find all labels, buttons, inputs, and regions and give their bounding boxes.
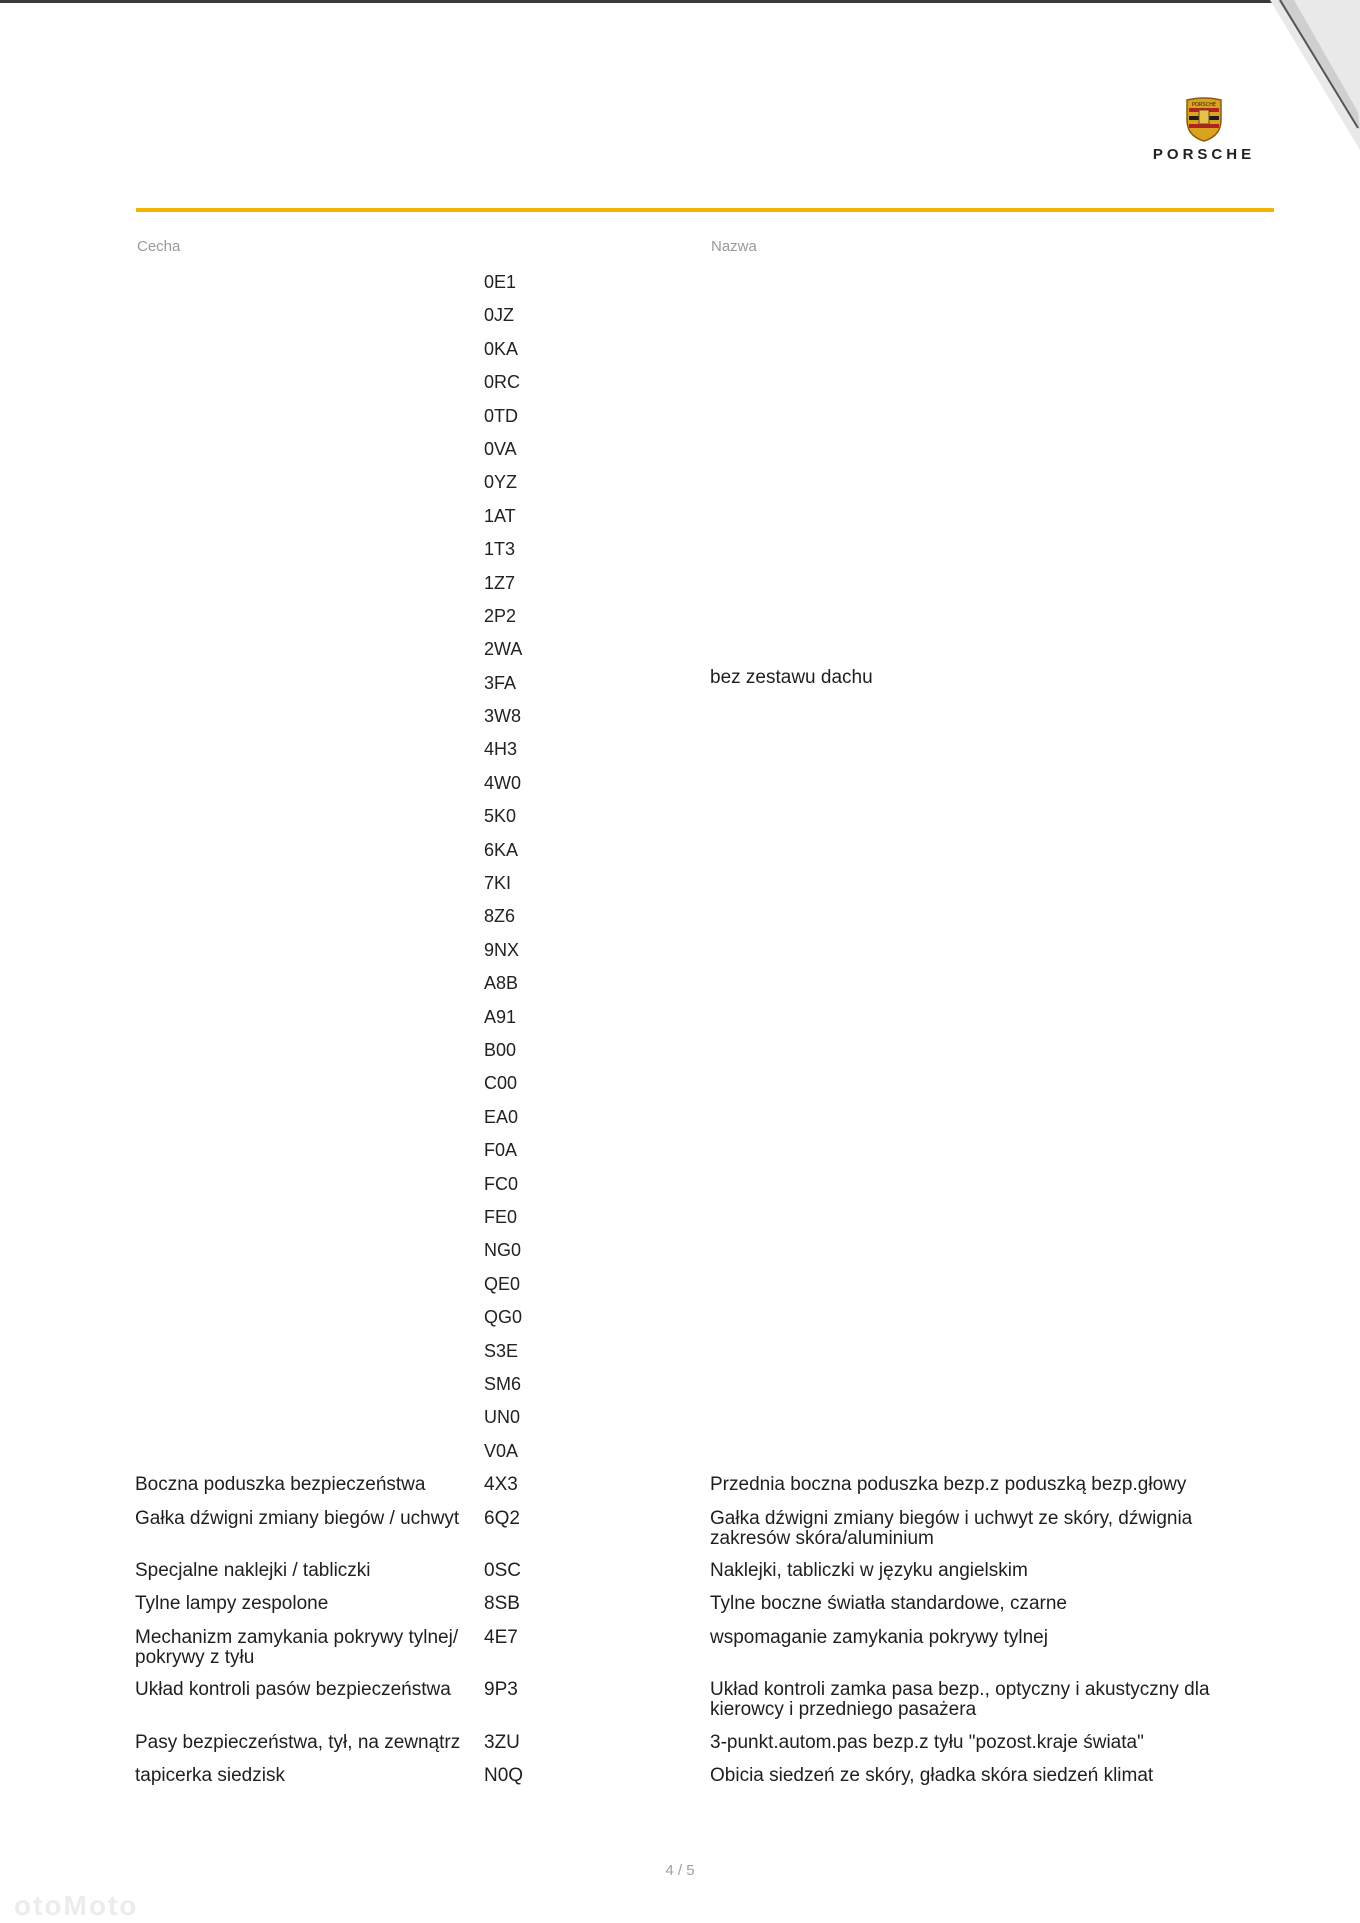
column-header-feature: Cecha	[137, 238, 181, 255]
code-item: NG0	[484, 1240, 522, 1261]
code-item: 2WA	[484, 639, 523, 660]
row-code: N0Q	[484, 1765, 524, 1786]
code-item: 1AT	[484, 505, 516, 526]
code-item: 9NX	[484, 939, 520, 960]
code-item: F0A	[484, 1140, 518, 1161]
row-name: Przednia boczna poduszka bezp.z poduszką bezp.głowy	[710, 1474, 1187, 1495]
row-code: 0SC	[484, 1560, 521, 1581]
row-feature: Gałka dźwigni zmiany biegów / uchwyt	[135, 1508, 460, 1529]
code-item: 3FA	[484, 672, 517, 693]
code-item: QG0	[484, 1307, 523, 1328]
row-name: Obicia siedzeń ze skóry, gładka skóra siedzeń klimat	[710, 1765, 1154, 1786]
row-name: Układ kontroli zamka pasa bezp., optyczny i akustyczny dla kierowcy i przedniego pasażera	[710, 1679, 1210, 1720]
code-item: 0VA	[484, 438, 517, 459]
code-item: FC0	[484, 1173, 519, 1194]
page-top-edge	[0, 0, 1360, 3]
code-item: FE0	[484, 1206, 518, 1227]
code-item: 1Z7	[484, 572, 516, 593]
row-feature: Tylne lampy zespolone	[135, 1593, 329, 1614]
name-3fa: bez zestawu dachu	[710, 667, 873, 688]
code-item: B00	[484, 1039, 517, 1060]
code-item: 2P2	[484, 605, 517, 626]
code-item: 0JZ	[484, 305, 515, 326]
row-name: Gałka dźwigni zmiany biegów i uchwyt ze skóry, dźwignia zakresów skóra/aluminium	[710, 1508, 1193, 1549]
row-feature: Mechanizm zamykania pokrywy tylnej/ pokrywy z tyłu	[135, 1627, 459, 1668]
svg-text:PORSCHE: PORSCHE	[1191, 102, 1217, 108]
row-name: Tylne boczne światła standardowe, czarne	[710, 1593, 1067, 1614]
code-item: 6KA	[484, 839, 519, 860]
code-item: A91	[484, 1006, 517, 1027]
code-item: 4W0	[484, 772, 522, 793]
row-name: Naklejki, tabliczki w języku angielskim	[710, 1560, 1028, 1581]
code-item: EA0	[484, 1106, 519, 1127]
code-item: QE0	[484, 1273, 521, 1294]
code-item: 0RC	[484, 372, 521, 393]
row-feature: Boczna poduszka bezpieczeństwa	[135, 1474, 426, 1495]
code-item: 4H3	[484, 739, 518, 760]
row-code: 6Q2	[484, 1508, 520, 1529]
folded-corner	[1270, 0, 1360, 150]
row-feature: Układ kontroli pasów bezpieczeństwa	[135, 1679, 451, 1700]
watermark: otoMoto	[14, 1890, 139, 1921]
row-feature: Specjalne naklejki / tabliczki	[135, 1560, 371, 1581]
code-item: 0KA	[484, 338, 519, 359]
page-number: 4 / 5	[665, 1862, 695, 1879]
row-feature: tapicerka siedzisk	[135, 1765, 285, 1786]
row-name: 3-punkt.autom.pas bezp.z tyłu "pozost.kraje świata"	[710, 1732, 1144, 1753]
code-item: 3W8	[484, 706, 522, 727]
code-item: S3E	[484, 1340, 519, 1361]
code-list	[484, 268, 522, 1470]
brand-wordmark: PORSCHE	[1152, 146, 1256, 163]
code-item: C00	[484, 1073, 518, 1094]
code-item: UN0	[484, 1407, 521, 1428]
code-item: 5K0	[484, 806, 517, 827]
code-item: SM6	[484, 1373, 522, 1394]
row-name: wspomaganie zamykania pokrywy tylnej	[710, 1627, 1048, 1648]
code-item: 0YZ	[484, 472, 518, 493]
row-code: 4E7	[484, 1627, 518, 1648]
porsche-logo	[1136, 96, 1272, 163]
code-item: 8Z6	[484, 906, 516, 927]
row-code: 4X3	[484, 1474, 518, 1495]
header-accent-line	[136, 208, 1274, 212]
porsche-crest-icon	[1185, 96, 1223, 142]
code-item: V0A	[484, 1440, 519, 1461]
row-code: 3ZU	[484, 1732, 520, 1753]
code-item: 1T3	[484, 539, 516, 560]
row-feature: Pasy bezpieczeństwa, tył, na zewnątrz	[135, 1732, 461, 1753]
row-code: 8SB	[484, 1593, 520, 1614]
column-header-name: Nazwa	[711, 238, 757, 255]
code-item: 0E1	[484, 272, 517, 292]
code-item: A8B	[484, 973, 519, 994]
code-item: 0TD	[484, 405, 519, 426]
row-code: 9P3	[484, 1679, 518, 1700]
code-item: 7KI	[484, 873, 512, 894]
